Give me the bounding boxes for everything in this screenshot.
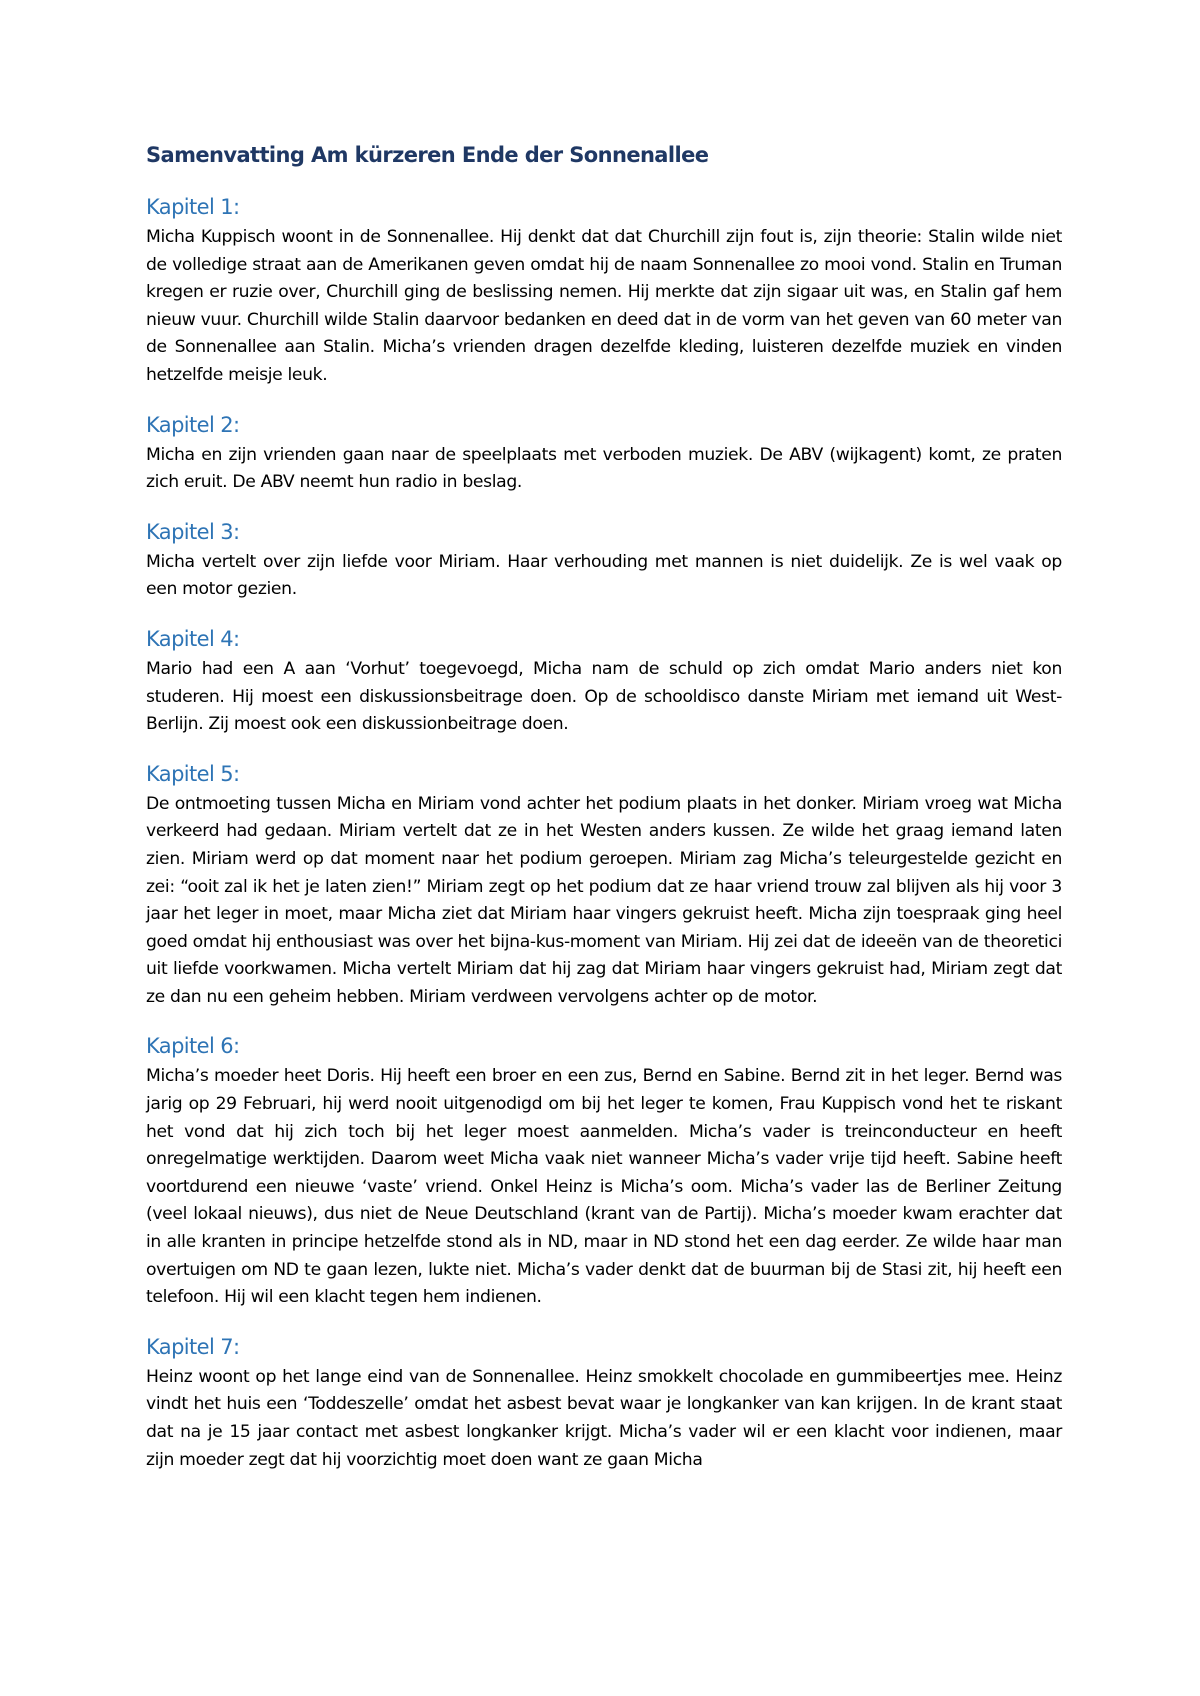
document-title: Samenvatting Am kürzeren Ende der Sonnenallee — [146, 143, 709, 167]
chapter-heading: Kapitel 5: — [146, 761, 240, 786]
chapter-heading: Kapitel 1: — [146, 195, 240, 219]
chapter-text: De ontmoeting tussen Micha en Miriam vond achter het podium plaats in het donker. Miriam vroeg wat Micha verkeerd had gedaan. Miriam vertelt dat ze in het Westen anders kussen. Ze wilde het graag iemand laten zien. Miriam werd op dat moment naar het podium geroepen. Miriam zag Micha’s teleurgestelde gezicht en zei: “ooit zal ik het je laten zien!” Miriam zegt op het podium dat ze haar vriend trouw zal blijven als hij voor 3 jaar het leger in moet, maar Micha ziet dat Miriam haar vingers gekruist heeft. Micha zijn toespraak ging heel goed omdat hij enthousiast was over het bijna-kus-moment van Miriam. Hij zei dat de ideeën van de theoretici uit liefde voorkwamen. Micha vertelt Miriam dat hij zag dat Miriam haar vingers gekruist had, Miriam zegt dat ze dan nu een geheim hebben. Miriam verdween vervolgens achter op de motor. — [146, 793, 1062, 1007]
chapter-text: Micha’s moeder heet Doris. Hij heeft een broer en een zus, Bernd en Sabine. Bernd zit in het leger. Bernd was jarig op 29 Februari, hij werd nooit uitgenodigd om bij het leger te komen, Frau Kuppisch vond het te riskant het vond dat hij zich toch bij het leger moest aanmelden. Micha’s vader is treinconducteur en heeft onregelmatige werktijden. Daarom weet Micha vaak niet wanneer Micha’s vader vrije tijd heeft. Sabine heeft voortdurend een nieuwe ‘vaste’ vriend. Onkel Heinz is Micha’s oom. Micha’s vader las de Berliner Zeitung (veel lokaal nieuws), dus niet de Neue Deutschland (krant van de Partij). Micha’s moeder kwam erachter dat in alle kranten in principe hetzelfde stond als in ND, maar in ND stond het een dag eerder. Ze wilde haar man overtuigen om ND te gaan lezen, lukte niet. Micha’s vader denkt dat de buurman bij de Stasi zit, hij heeft een telefoon. Hij wil een klacht tegen hem indienen. — [146, 1066, 1062, 1308]
chapter-heading: Kapitel 6: — [146, 1034, 240, 1059]
chapter-text: Micha Kuppisch woont in de Sonnenallee. Hij denkt dat dat Churchill zijn fout is, zijn theorie: Stalin wilde niet de volledige straat aan de Amerikanen geven omdat hij de naam Sonnenallee zo mooi vond. Stalin en Truman kregen er ruzie over, Churchill ging de beslissing nemen. Hij merkte dat zijn sigaar uit was, en Stalin gaf hem nieuw vuur. Churchill wilde Stalin daarvoor bedanken en deed dat in de vorm van het geven van 60 meter van de Sonnenallee aan Stalin. Micha’s vrienden dragen dezelfde kleding, luisteren dezelfde muziek en vinden hetzelfde meisje leuk. — [146, 227, 1062, 385]
chapter-6 — [146, 1031, 1062, 1311]
chapter-heading: Kapitel 7: — [146, 1334, 240, 1359]
chapter-text: Micha en zijn vrienden gaan naar de speelplaats met verboden muziek. De ABV (wijkagent) komt, ze praten zich eruit. De ABV neemt hun radio in beslag. — [146, 444, 1062, 493]
chapter-heading: Kapitel 2: — [146, 412, 240, 437]
chapter-text: Heinz woont op het lange eind van de Sonnenallee. Heinz smokkelt chocolade en gummibeertjes mee. Heinz vindt het huis een ‘Toddeszelle’ omdat het asbest bevat waar je longkanker van kan krijgen. In de krant staat dat na je 15 jaar contact met asbest longkanker krijgt. Micha’s vader wil er een klacht voor indienen, maar zijn moeder zegt dat hij voorzichtig moet doen want ze gaan Micha — [146, 1366, 1062, 1470]
chapter-text: Mario had een A aan ‘Vorhut’ toegevoegd, Micha nam de schuld op zich omdat Mario anders niet kon studeren. Hij moest een diskussionsbeitrage doen. Op de schooldisco danste Miriam met iemand uit West-Berlijn. Zij moest ook een diskussionbeitrage doen. — [146, 658, 1062, 735]
chapter-4 — [146, 624, 1062, 739]
chapter-7 — [146, 1332, 1062, 1474]
chapter-text: Micha vertelt over zijn liefde voor Miriam. Haar verhouding met mannen is niet duidelijk. Ze is wel vaak op een motor gezien. — [146, 551, 1062, 600]
chapter-1 — [146, 192, 1062, 390]
chapter-2 — [146, 410, 1062, 497]
document-content — [146, 140, 1062, 1494]
chapter-heading: Kapitel 3: — [146, 519, 240, 544]
chapter-5 — [146, 759, 1062, 1012]
chapter-heading: Kapitel 4: — [146, 626, 240, 651]
chapter-3 — [146, 517, 1062, 604]
